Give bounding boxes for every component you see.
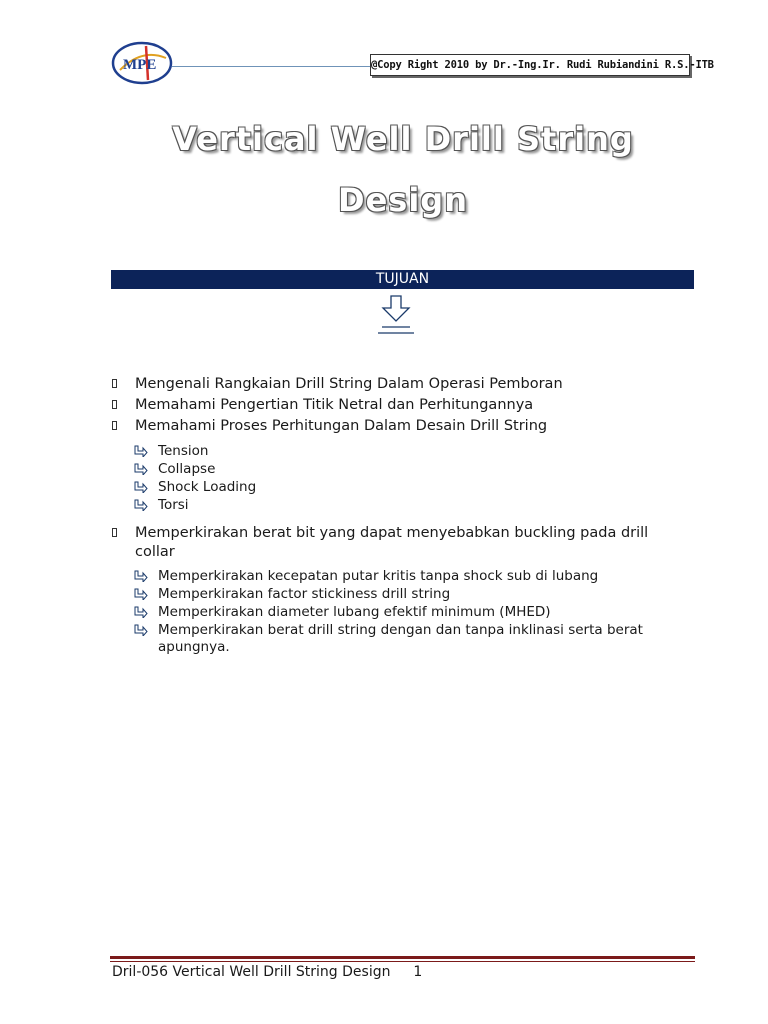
hook-arrow-icon	[134, 624, 148, 636]
footer-rule-thick	[110, 956, 695, 959]
bullet-icon	[112, 528, 117, 537]
copyright-box: @Copy Right 2010 by Dr.-Ing.Ir. Rudi Rubiandini R.S.-ITB	[370, 54, 690, 76]
header-rule	[172, 66, 370, 67]
hook-arrow-icon	[134, 499, 148, 511]
hook-arrow-icon	[134, 463, 148, 475]
logo-text: MPE	[123, 57, 157, 73]
hook-arrow-icon	[134, 606, 148, 618]
hook-arrow-icon	[134, 481, 148, 493]
down-arrow-icon	[378, 294, 414, 336]
bullet-icon	[112, 400, 117, 409]
mpe-logo	[110, 40, 174, 86]
page-footer	[112, 963, 422, 981]
hook-arrow-icon	[134, 588, 148, 600]
footer-title: Dril-056 Vertical Well Drill String Design	[112, 964, 391, 980]
bullet-icon	[112, 421, 117, 430]
page-title-line2: Design	[338, 181, 468, 219]
hook-arrow-icon	[134, 570, 148, 582]
hook-arrow-icon	[134, 445, 148, 457]
bullet-icon	[112, 379, 117, 388]
footer-rule-thin	[110, 961, 695, 962]
page-title-line1: Vertical Well Drill String	[172, 120, 634, 158]
page-number: 1	[413, 964, 423, 980]
tujuan-banner: TUJUAN	[111, 270, 694, 289]
